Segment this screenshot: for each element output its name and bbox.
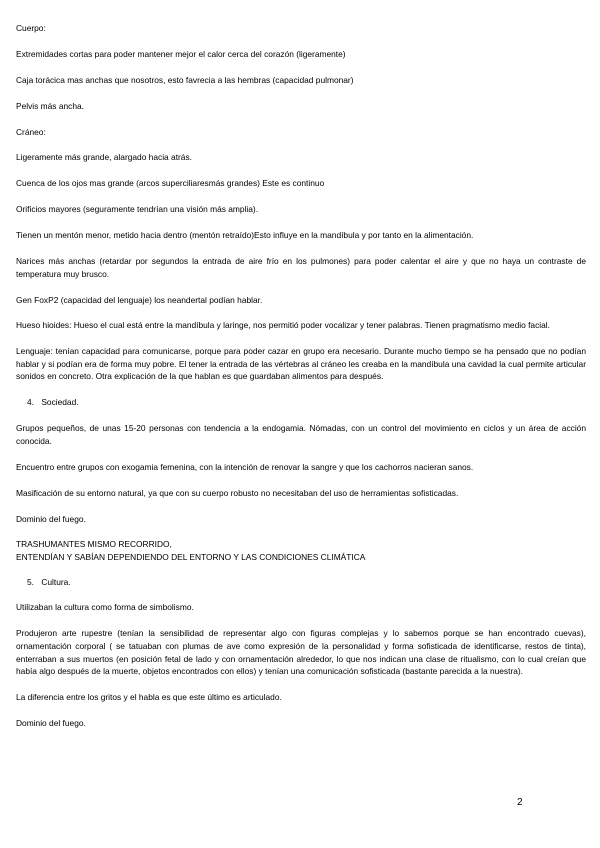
paragraph: Extremidades cortas para poder mantener mejor el calor cerca del corazón (ligeramente)	[16, 48, 346, 59]
paragraph: Caja torácica mas anchas que nosotros, esto favrecia a las hembras (capacidad pulmonar)	[16, 74, 354, 85]
section-number: 4.	[27, 397, 34, 408]
paragraph: Ligeramente más grande, alargado hacia atrás.	[16, 152, 192, 163]
paragraph: Dominio del fuego.	[16, 513, 86, 524]
paragraph: Lenguaje: tenían capacidad para comunicarse, porque para poder cazar en grupo era necesario. Durante mucho tiempo se ha pensado que no podían hablar y si podían era de forma muy pobre. El tener la entrada de las vértebras al cráneo les creaba en la mandíbula una cavidad la cual permite articular sonidos en concreto. Otra explicación de la que hablan es que guardaban alimentos para después.	[16, 346, 586, 382]
paragraph: Narices más anchas (retardar por segundos la entrada de aire frío en los pulmones) para poder calentar el aire y que no haya un contraste de temperatura muy brusco.	[16, 256, 586, 279]
section-heading	[27, 576, 586, 589]
paragraph: Cráneo:	[16, 126, 46, 137]
paragraph: Masificación de su entorno natural, ya que con su cuerpo robusto no necesitaban del uso de herramientas sofisticadas.	[16, 487, 459, 498]
section-title: Cultura.	[41, 576, 71, 587]
caps-block	[16, 538, 586, 563]
paragraph: Produjeron arte rupestre (tenían la sensibilidad de representar algo con figuras complejas y lo sabemos porque se han encontrado cuevas), ornamentación corporal ( se tatuaban con plumas de ave como expresión de la personalidad y forma sofisticada de identificarse, restos de tinta), enterraban a sus muertos (en posición fetal de lado y con ornamentación alrededor, lo que nos indican una clase de ritualismo, con lo cual creían que había algo después de la muerte, objetos encontrados con ellos) y tenían una comunicación sofisticada (bastante parecida a la nuestra).	[16, 628, 586, 677]
caps-line: ENTENDÍAN Y SABÍAN DEPENDIENDO DEL ENTORNO Y LAS CONDICIONES CLIMÁTICA	[16, 552, 366, 562]
section-number: 5.	[27, 576, 34, 587]
paragraph: Cuenca de los ojos mas grande (arcos superciliaresmás grandes) Este es continuo	[16, 178, 325, 189]
paragraph: Dominio del fuego.	[16, 717, 86, 728]
paragraph: Grupos pequeños, de unas 15-20 personas con tendencia a la endogamia. Nómadas, con un control del movimiento en ciclos y un área de acción conocida.	[16, 423, 586, 446]
paragraph: Hueso hioides: Hueso el cual está entre la mandíbula y laringe, nos permitió poder vocalizar y tener palabras. Tienen pragmatismo medio facial.	[16, 320, 550, 331]
paragraph: Pelvis más ancha.	[16, 100, 84, 111]
section-heading	[27, 396, 586, 409]
paragraph: Cuerpo:	[16, 23, 46, 33]
caps-line: TRASHUMANTES MISMO RECORRIDO,	[16, 539, 172, 550]
paragraph: Utilizaban la cultura como forma de simbolismo.	[16, 602, 194, 613]
page-content	[16, 22, 586, 743]
paragraph: Gen FoxP2 (capacidad del lenguaje) los neandertal podían hablar.	[16, 294, 263, 305]
paragraph: Tienen un mentón menor, metido hacia dentro (mentón retraído)Esto influye en la mandíbula y por tanto en la alimentación.	[16, 230, 474, 241]
paragraph: Orificios mayores (seguramente tendrían una visión más amplia).	[16, 204, 259, 215]
paragraph: Encuentro entre grupos con exogamia femenina, con la intención de renovar la sangre y que los cachorros nacieran sanos.	[16, 461, 474, 472]
section-title: Sociedad.	[41, 397, 79, 408]
page-number: 2	[517, 797, 523, 808]
paragraph: La diferencia entre los gritos y el habla es que este último es articulado.	[16, 692, 282, 703]
